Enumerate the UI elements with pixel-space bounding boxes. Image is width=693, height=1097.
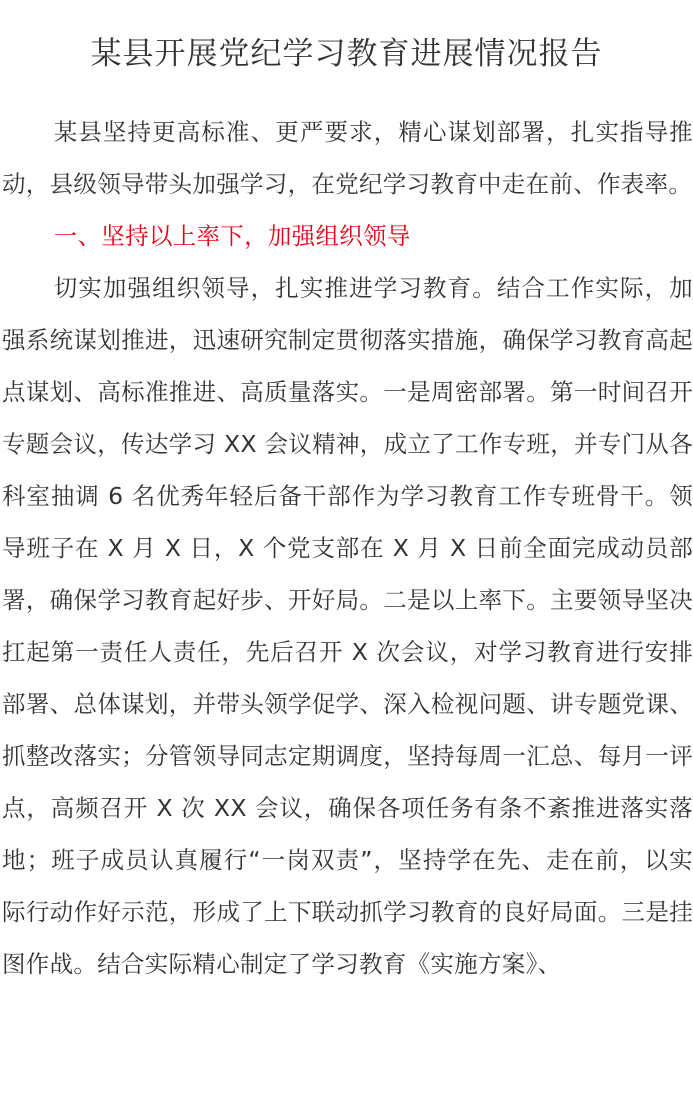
section-paragraph: 切实加强组织领导，扎实推进学习教育。结合工作实际，加强系统谋划推进，迅速研究制定贯彻落实措施，确保学习教育高起点谋划、高标准推进、高质量落实。一是周密部署。第一时间召开专题会议，传达学习 XX 会议精神，成立了工作专班，并专门从各科室抽调 6 名优秀年轻后备干部作为学习教育工作专班骨干。领导班子在 X 月 X 日，X 个党支部在 X 月 X 日前全面完成动员部署，确保学习教育起好步、开好局。二是以上率下。主要领导坚决扛起第一责任人责任，先后召开 X 次会议，对学习教育进行安排部署、总体谋划，并带头领学促学、深入检视问题、讲专题党课、抓整改落实；分管领导同志定期调度，坚持每周一汇总、每月一评点，高频召开 X 次 XX 会议，确保各项任务有条不紊推进落实落地；班子成员认真履行“一岗双责”，坚持学在先、走在前，以实际行动作好示范，形成了上下联动抓学习教育的良好局面。三是挂图作战。结合实际精心制定了学习教育《实施方案》、	[2, 274, 693, 978]
document-title: 某县开展党纪学习教育进展情况报告	[90, 36, 603, 72]
intro-paragraph: 某县坚持更高标准、更严要求，精心谋划部署，扎实指导推动，县级领导带头加强学习，在党纪学习教育中走在前、作表率。	[2, 118, 693, 198]
section-heading: 一、坚持以上率下，加强组织领导	[53, 222, 411, 250]
document-body	[0, 106, 693, 990]
